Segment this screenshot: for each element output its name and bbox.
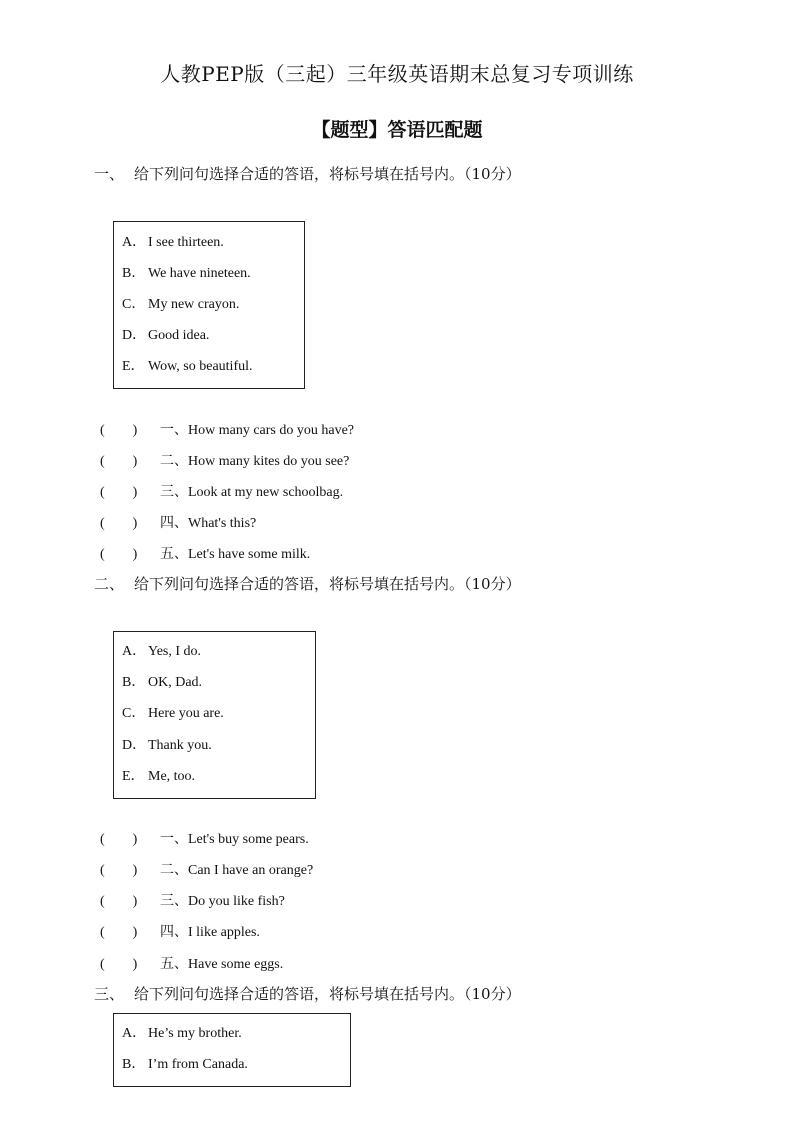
question-2: ( ) 二、Can I have an orange?	[100, 859, 313, 879]
option-c: C． Here you are.	[122, 706, 224, 721]
question-5: ( ) 五、Let's have some milk.	[100, 543, 310, 563]
answer-blank[interactable]: ( )	[100, 454, 138, 469]
option-d: D． Good idea.	[122, 328, 210, 343]
section-instruction: 给下列问句选择合适的答语，将标号填在括号内。（10分）	[134, 985, 521, 1003]
options-box	[113, 631, 316, 799]
answer-blank[interactable]: ( )	[100, 485, 138, 500]
page-subtitle: 【题型】答语匹配题	[311, 119, 483, 141]
question-3: ( ) 三、Look at my new schoolbag.	[100, 481, 343, 501]
section-number: 三、	[94, 985, 125, 1003]
page-title: 人教PEP版（三起）三年级英语期末总复习专项训练	[160, 62, 634, 86]
answer-blank[interactable]: ( )	[100, 863, 138, 878]
section-instruction: 给下列问句选择合适的答语，将标号填在括号内。（10分）	[134, 165, 521, 183]
section-number: 二、	[94, 575, 125, 593]
section-instruction: 给下列问句选择合适的答语，将标号填在括号内。（10分）	[134, 575, 521, 593]
option-a: A． I see thirteen.	[122, 235, 224, 250]
answer-blank[interactable]: ( )	[100, 516, 138, 531]
question-2: ( ) 二、How many kites do you see?	[100, 450, 349, 470]
answer-blank[interactable]: ( )	[100, 894, 138, 909]
answer-blank[interactable]: ( )	[100, 547, 138, 562]
question-3: ( ) 三、Do you like fish?	[100, 890, 285, 910]
answer-blank[interactable]: ( )	[100, 423, 138, 438]
question-4: ( ) 四、What's this?	[100, 512, 256, 532]
section-number: 一、	[94, 165, 125, 183]
answer-blank[interactable]: ( )	[100, 957, 138, 972]
question-5: ( ) 五、Have some eggs.	[100, 953, 283, 973]
option-d: D． Thank you.	[122, 738, 212, 753]
option-a: A． He’s my brother.	[122, 1026, 242, 1041]
option-b: B． We have nineteen.	[122, 266, 251, 281]
question-4: ( ) 四、I like apples.	[100, 921, 260, 941]
section-2-header	[94, 573, 521, 594]
answer-blank[interactable]: ( )	[100, 925, 138, 940]
answer-blank[interactable]: ( )	[100, 832, 138, 847]
option-e: E． Wow, so beautiful.	[122, 359, 253, 374]
option-b: B． OK, Dad.	[122, 675, 203, 690]
option-c: C． My new crayon.	[122, 297, 240, 312]
options-box	[113, 1013, 351, 1087]
question-1: ( ) 一、How many cars do you have?	[100, 419, 354, 439]
option-b: B． I’m from Canada.	[122, 1057, 248, 1072]
section-3-header	[94, 983, 521, 1004]
section-1-header	[94, 163, 521, 184]
options-box	[113, 221, 305, 389]
question-1: ( ) 一、Let's buy some pears.	[100, 828, 309, 848]
option-e: E． Me, too.	[122, 769, 196, 784]
option-a: A． Yes, I do.	[122, 644, 202, 659]
